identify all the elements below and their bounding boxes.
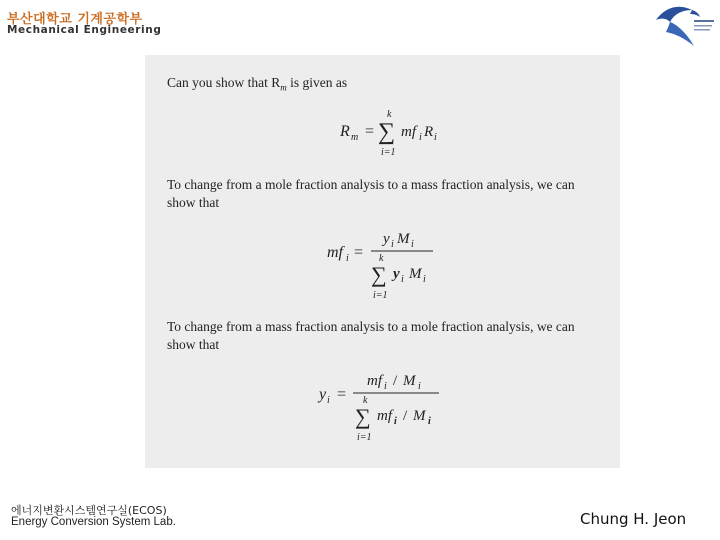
svg-text:i: i: [423, 274, 426, 285]
svg-text:M: M: [397, 231, 410, 247]
svg-text:m: m: [351, 132, 359, 143]
equation-mass-fraction: [325, 225, 465, 310]
svg-text:k: k: [387, 109, 392, 120]
svg-text:i=1: i=1: [381, 147, 396, 158]
svg-text:k: k: [379, 253, 384, 264]
svg-text:i: i: [384, 381, 387, 392]
svg-text:i: i: [418, 381, 421, 392]
svg-text:i=1: i=1: [357, 432, 372, 443]
svg-text:R: R: [340, 123, 350, 140]
svg-text:i: i: [346, 253, 349, 264]
footer-lab-korean: 에너지변환시스템연구실(ECOS): [11, 504, 167, 517]
svg-text:i: i: [327, 395, 330, 406]
equation-mole-fraction: [317, 367, 477, 454]
svg-text:k: k: [363, 395, 368, 406]
header-korean-title: 부산대학교 기계공학부: [7, 12, 143, 27]
svg-text:mf: mf: [401, 124, 416, 140]
mole-to-mass-text-line2: show that: [167, 195, 220, 210]
svg-text:R: R: [424, 124, 434, 140]
footer-lab-english: Energy Conversion System Lab.: [11, 516, 176, 528]
svg-text:i: i: [411, 239, 414, 250]
svg-text:/: /: [393, 373, 398, 389]
slide-content-panel: [145, 55, 620, 468]
svg-text:∑: ∑: [371, 262, 387, 287]
svg-text:i=1: i=1: [373, 290, 388, 301]
svg-text:i: i: [419, 132, 422, 143]
header-english-title: Mechanical Engineering: [7, 24, 162, 36]
svg-text:i: i: [401, 274, 404, 285]
svg-text:i: i: [391, 239, 394, 250]
question-line: Can you show that $R_m$ is given as: [167, 75, 348, 93]
equation-mixture-gas-constant: [335, 107, 455, 162]
footer-author: Chung H. Jeon: [580, 510, 687, 528]
svg-text:=: =: [354, 244, 364, 261]
svg-text:M: M: [413, 408, 426, 424]
mass-to-mole-text-line2: show that: [167, 337, 220, 352]
mole-to-mass-text-line1: To change from a mole fraction analysis to a mass fraction analysis, we can: [167, 177, 575, 192]
svg-text:mf: mf: [377, 408, 392, 424]
mass-to-mole-text-line1: To change from a mass fraction analysis to a mole fraction analysis, we can: [167, 319, 575, 334]
svg-text:=: =: [337, 386, 347, 403]
svg-text:M: M: [409, 266, 422, 282]
university-bird-logo-icon: [652, 2, 716, 48]
svg-text:mf: mf: [367, 373, 382, 389]
svg-text:y: y: [319, 386, 327, 403]
svg-text:i: i: [394, 416, 397, 427]
svg-text:mf: mf: [327, 244, 343, 261]
svg-text:/: /: [403, 408, 408, 424]
svg-text:∑: ∑: [378, 119, 396, 145]
svg-text:∑: ∑: [355, 404, 371, 429]
svg-text:=: =: [365, 123, 375, 140]
svg-text:i: i: [428, 416, 431, 427]
svg-text:M: M: [403, 373, 416, 389]
svg-text:y: y: [393, 266, 400, 282]
svg-text:i: i: [434, 132, 437, 143]
svg-text:y: y: [383, 231, 390, 247]
